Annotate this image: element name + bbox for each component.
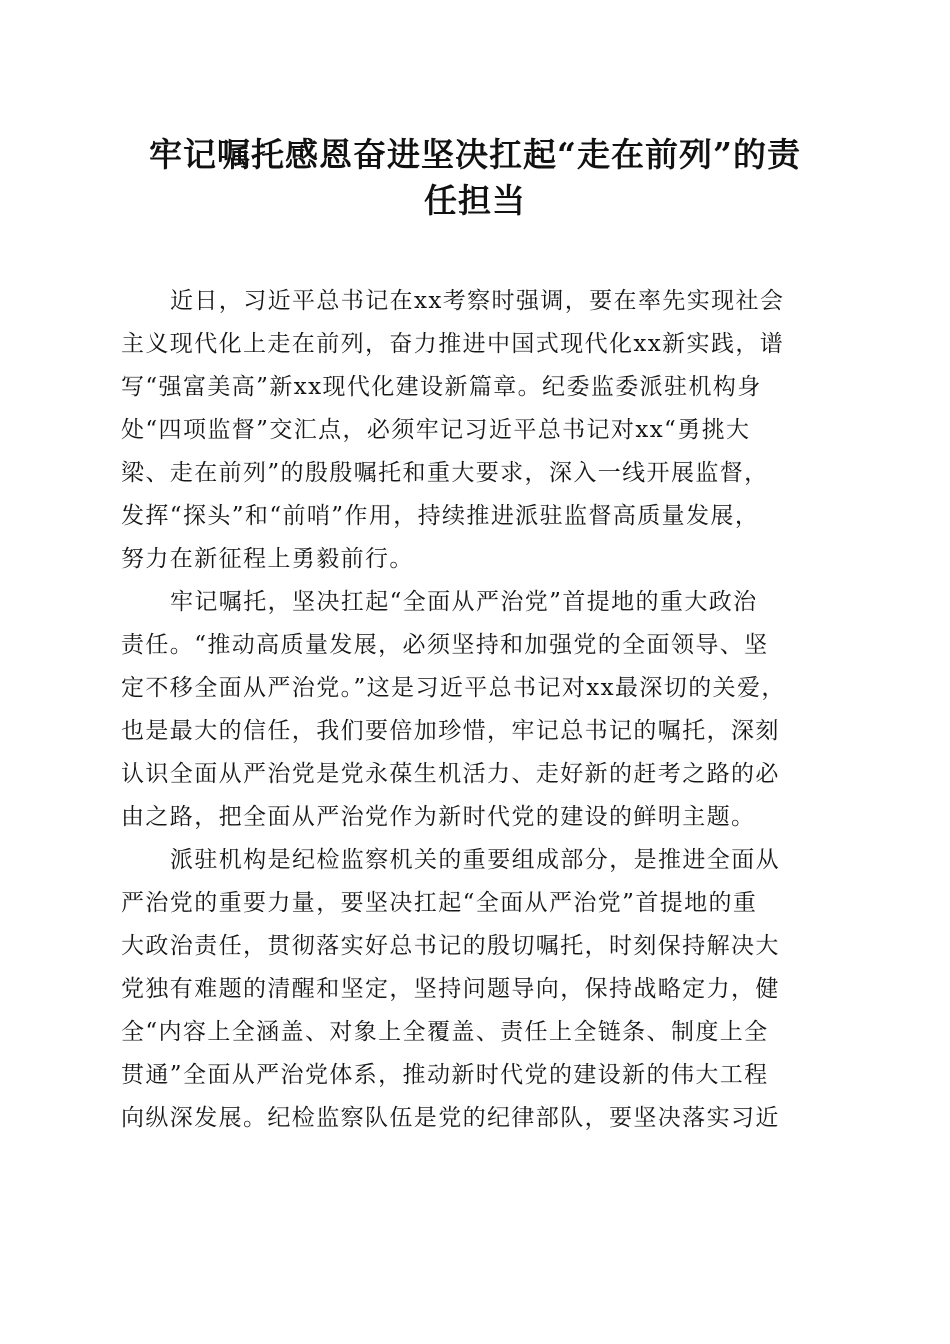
text-line: 贯通”全面从严治党体系，推动新时代党的建设新的伟大工程 xyxy=(121,1062,769,1088)
text-line: 努力在新征程上勇毅前行。 xyxy=(121,546,414,572)
text-line: 处“四项监督”交汇点，必须牢记习近平总书记对xx“勇挑大 xyxy=(121,417,751,443)
text-line: 发挥“探头”和“前哨”作用，持续推进派驻监督高质量发展， xyxy=(121,503,760,529)
paragraph-2 xyxy=(121,581,833,839)
text-line: 派驻机构是纪检监察机关的重要组成部分，是推进全面从 xyxy=(170,847,780,873)
text-line: 近日，习近平总书记在xx考察时强调，要在率先实现社会 xyxy=(170,288,785,314)
text-line: 也是最大的信任，我们要倍加珍惜，牢记总书记的嘱托，深刻 xyxy=(121,718,780,744)
text-line: 主义现代化上走在前列，奋力推进中国式现代化xx新实践，谱 xyxy=(121,331,785,357)
text-line: 全“内容上全涵盖、对象上全覆盖、责任上全链条、制度上全 xyxy=(121,1019,769,1045)
text-line: 由之路，把全面从严治党作为新时代党的建设的鲜明主题。 xyxy=(121,804,756,830)
text-line: 定不移全面从严治党。”这是习近平总书记对xx最深切的关爱， xyxy=(121,675,786,701)
title-line: 任担当 xyxy=(424,181,526,220)
text-line: 梁、走在前列”的殷殷嘱托和重大要求，深入一线开展监督， xyxy=(121,460,769,486)
text-line: 认识全面从严治党是党永葆生机活力、走好新的赶考之路的必 xyxy=(121,761,780,787)
paragraph-3 xyxy=(121,839,833,1140)
document-body xyxy=(121,280,833,1140)
text-line: 向纵深发展。纪检监察队伍是党的纪律部队，要坚决落实习近 xyxy=(121,1105,780,1131)
text-line: 牢记嘱托，坚决扛起“全面从严治党”首提地的重大政治 xyxy=(170,589,758,615)
text-line: 责任。“推动高质量发展，必须坚持和加强党的全面领导、坚 xyxy=(121,632,769,658)
text-line: 党独有难题的清醒和坚定，坚持问题导向，保持战略定力，健 xyxy=(121,976,780,1002)
document-title xyxy=(110,132,840,224)
text-line: 大政治责任，贯彻落实好总书记的殷切嘱托，时刻保持解决大 xyxy=(121,933,780,959)
text-line: 严治党的重要力量，要坚决扛起“全面从严治党”首提地的重 xyxy=(121,890,758,916)
text-line: 写“强富美高”新xx现代化建设新篇章。纪委监委派驻机构身 xyxy=(121,374,762,400)
paragraph-1 xyxy=(121,280,833,581)
title-line: 牢记嘱托感恩奋进坚决扛起“走在前列”的责 xyxy=(149,135,801,174)
